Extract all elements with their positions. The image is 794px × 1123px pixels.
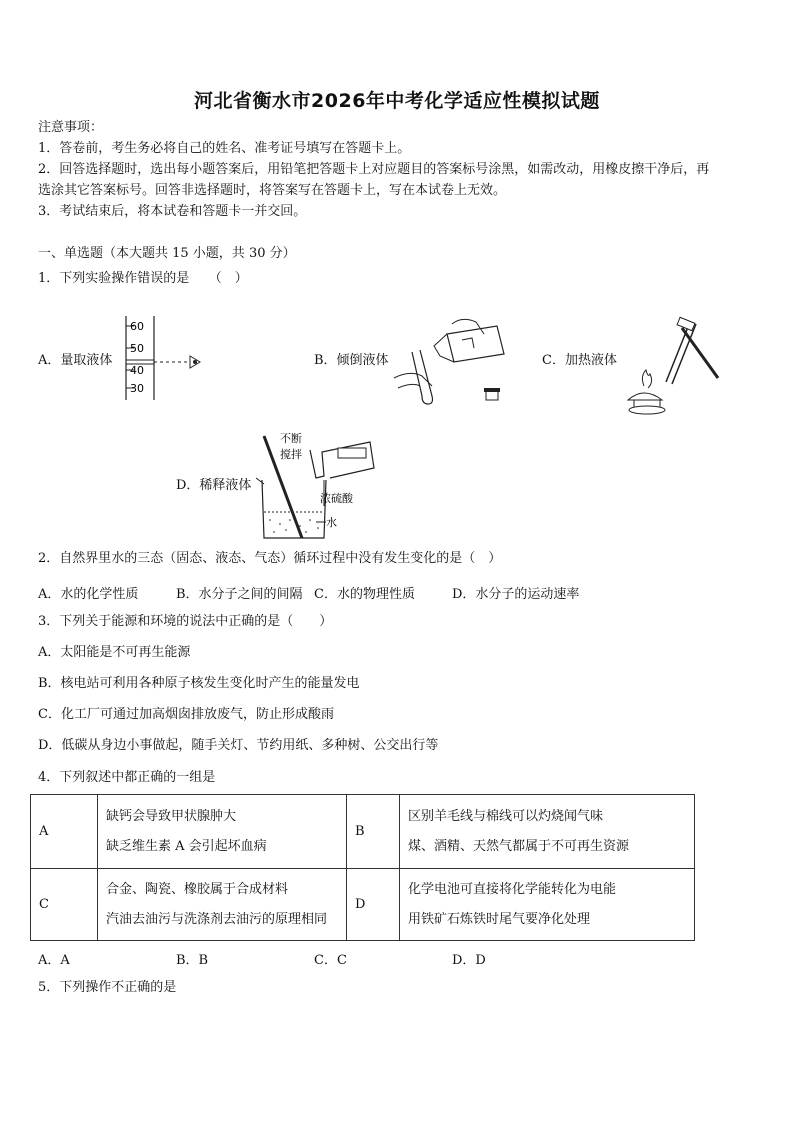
cell-c-line-2: 汽油去油污与洗涤剂去油污的原理相同: [106, 911, 328, 927]
page-title: 河北省衡水市2026年中考化学适应性模拟试题: [194, 90, 600, 112]
q4-table: [30, 794, 695, 941]
q4-option-b: B．B: [176, 953, 209, 968]
cell-d-line-2: 用铁矿石炼铁时尾气要净化处理: [408, 911, 591, 927]
cell-label-c: C: [31, 869, 98, 941]
q4-option-a: A．A: [38, 953, 70, 968]
q1-stem: 1．下列实验操作错误的是 （ ）: [38, 271, 248, 286]
q3-option-b: B．核电站可利用各种原子核发生变化时产生的能量发电: [38, 676, 360, 691]
section-heading: 一、单选题（本大题共 15 小题，共 30 分）: [38, 246, 296, 261]
q3-stem: 3．下列关于能源和环境的说法中正确的是（ ）: [38, 614, 333, 629]
q1-option-c: C．加热液体: [542, 353, 617, 368]
q4-option-c: C．C: [314, 953, 347, 968]
diluting-liquid-figure: [250, 428, 390, 544]
cell-label-d: D: [347, 869, 400, 941]
tick-30: 30: [130, 382, 144, 395]
label-acid: 浓硫酸: [320, 492, 353, 505]
notice-heading: 注意事项：: [38, 120, 104, 135]
notice-item-2b: 选涂其它答案标号。回答非选择题时，将答案写在答题卡上，写在本试卷上无效。: [38, 183, 507, 198]
cell-c-line-1: 合金、陶瓷、橡胶属于合成材料: [106, 881, 289, 897]
cell-b-line-1: 区别羊毛线与棉线可以灼烧闻气味: [408, 808, 604, 824]
q2-stem: 2．自然界里水的三态（固态、液态、气态）循环过程中没有发生变化的是（ ）: [38, 551, 502, 566]
q2-option-b: B．水分子之间的间隔: [176, 587, 303, 602]
table-row: [31, 795, 695, 869]
eye-icon: [193, 360, 197, 364]
q4-stem: 4．下列叙述中都正确的一组是: [38, 770, 216, 785]
heating-liquid-figure: [622, 312, 722, 416]
q2-option-d: D．水分子的运动速率: [452, 587, 580, 602]
q2-option-a: A．水的化学性质: [38, 587, 139, 602]
cell-a-line-2: 缺乏维生素 A 会引起坏血病: [106, 838, 267, 854]
label-stir-2: 搅拌: [280, 448, 302, 461]
notice-item-1: 1．答卷前，考生务必将自己的姓名、准考证号填写在答题卡上。: [38, 141, 411, 156]
q2-option-c: C．水的物理性质: [314, 587, 415, 602]
cell-b-line-2: 煤、酒精、天然气都属于不可再生资源: [408, 838, 630, 854]
q3-option-a: A．太阳能是不可再生能源: [38, 645, 191, 660]
q3-option-d: D．低碳从身边小事做起，随手关灯、节约用纸、多种树、公交出行等: [38, 738, 439, 753]
label-stir-1: 不断: [280, 432, 302, 445]
graduated-cylinder-figure: [118, 312, 228, 404]
q1-option-b: B．倾倒液体: [314, 353, 389, 368]
tick-60: 60: [130, 320, 144, 333]
q3-option-c: C．化工厂可通过加高烟囱排放废气，防止形成酸雨: [38, 707, 334, 722]
tick-50: 50: [130, 342, 144, 355]
notice-item-3: 3．考试结束后，将本试卷和答题卡一并交回。: [38, 204, 307, 219]
cell-label-a: A: [31, 795, 98, 869]
tick-40: 40: [130, 364, 144, 377]
label-water: 水: [326, 516, 337, 529]
cell-d-line-1: 化学电池可直接将化学能转化为电能: [408, 881, 617, 897]
cell-a-line-1: 缺钙会导致甲状腺肿大: [106, 808, 237, 824]
q5-stem: 5．下列操作不正确的是: [38, 980, 177, 995]
cell-label-b: B: [347, 795, 400, 869]
q4-option-d: D．D: [452, 953, 486, 968]
pouring-liquid-figure: [392, 316, 517, 411]
q1-option-d: D．稀释液体: [176, 478, 252, 493]
q1-option-a: A．量取液体: [38, 353, 113, 368]
notice-item-2a: 2．回答选择题时，选出每小题答案后，用铅笔把答题卡上对应题目的答案标号涂黑，如需改动，用橡皮擦干净后，再: [38, 162, 710, 177]
table-row: [31, 869, 695, 941]
